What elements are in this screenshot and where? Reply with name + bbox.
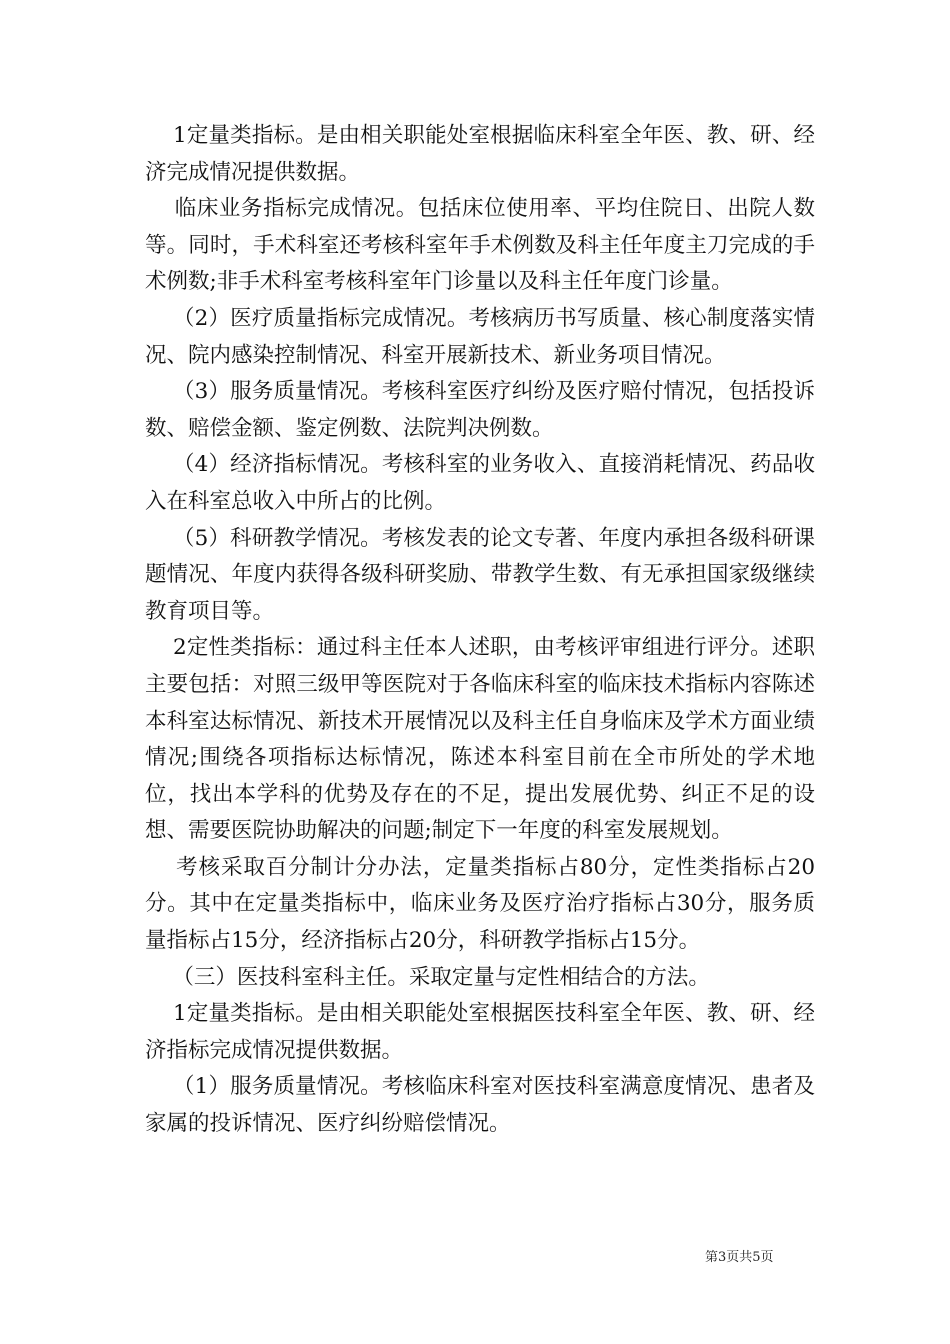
paragraph-qualitative-indicators: 2定性类指标：通过科主任本人述职，由考核评审组进行评分。述职主要包括：对照三级甲等医院对于各临床科室的临床技术指标内容陈述本科室达标情况、新技术开展情况以及科主任自身临床及学术方面业绩情况;围绕各项指标达标情况，陈述本科室目前在全市所处的学术地位，找出本学科的优势及存在的不足，提出发展优势、纠正不足的设想、需要医院协助解决的问题;制定下一年度的科室发展规划。 <box>145 635 815 844</box>
paragraph-medtech-quantitative: 1定量类指标。是由相关职能处室根据医技科室全年医、教、研、经济指标完成情况提供数据。 <box>145 1001 815 1063</box>
paragraph-scoring-method: 考核采取百分制计分办法，定量类指标占80分，定性类指标占20分。其中在定量类指标中，临床业务及医疗治疗指标占30分，服务质量指标占15分，经济指标占20分，科研教学指标占15分。 <box>145 854 816 954</box>
paragraph-clinical-business: 临床业务指标完成情况。包括床位使用率、平均住院日、出院人数等。同时，手术科室还考核科室年手术例数及科主任年度主刀完成的手术例数;非手术科室考核科室年门诊量以及科主任年度门诊量。 <box>145 196 815 295</box>
document-body <box>145 118 815 1143</box>
paragraph-service-quality: （3）服务质量情况。考核科室医疗纠纷及医疗赔付情况，包括投诉数、赔偿金额、鉴定例数、法院判决例数。 <box>145 379 815 441</box>
paragraph-research-teaching: （5）科研教学情况。考核发表的论文专著、年度内承担各级科研课题情况、年度内获得各级科研奖励、带教学生数、有无承担国家级继续教育项目等。 <box>145 525 815 624</box>
paragraph-medical-quality: （2）医疗质量指标完成情况。考核病历书写质量、核心制度落实情况、院内感染控制情况、科室开展新技术、新业务项目情况。 <box>145 305 815 368</box>
paragraph-medtech-service-quality: （1）服务质量情况。考核临床科室对医技科室满意度情况、患者及家属的投诉情况、医疗纠纷赔偿情况。 <box>145 1074 815 1137</box>
page-number-footer: 第3页共5页 <box>705 1250 774 1265</box>
paragraph-medtech-director: （三）医技科室科主任。采取定量与定性相结合的方法。 <box>145 964 710 990</box>
paragraph-quantitative-indicators: 1定量类指标。是由相关职能处室根据临床科室全年医、教、研、经济完成情况提供数据。 <box>145 123 815 185</box>
paragraph-economic-indicators: （4）经济指标情况。考核科室的业务收入、直接消耗情况、药品收入在科室总收入中所占的比例。 <box>145 452 815 514</box>
